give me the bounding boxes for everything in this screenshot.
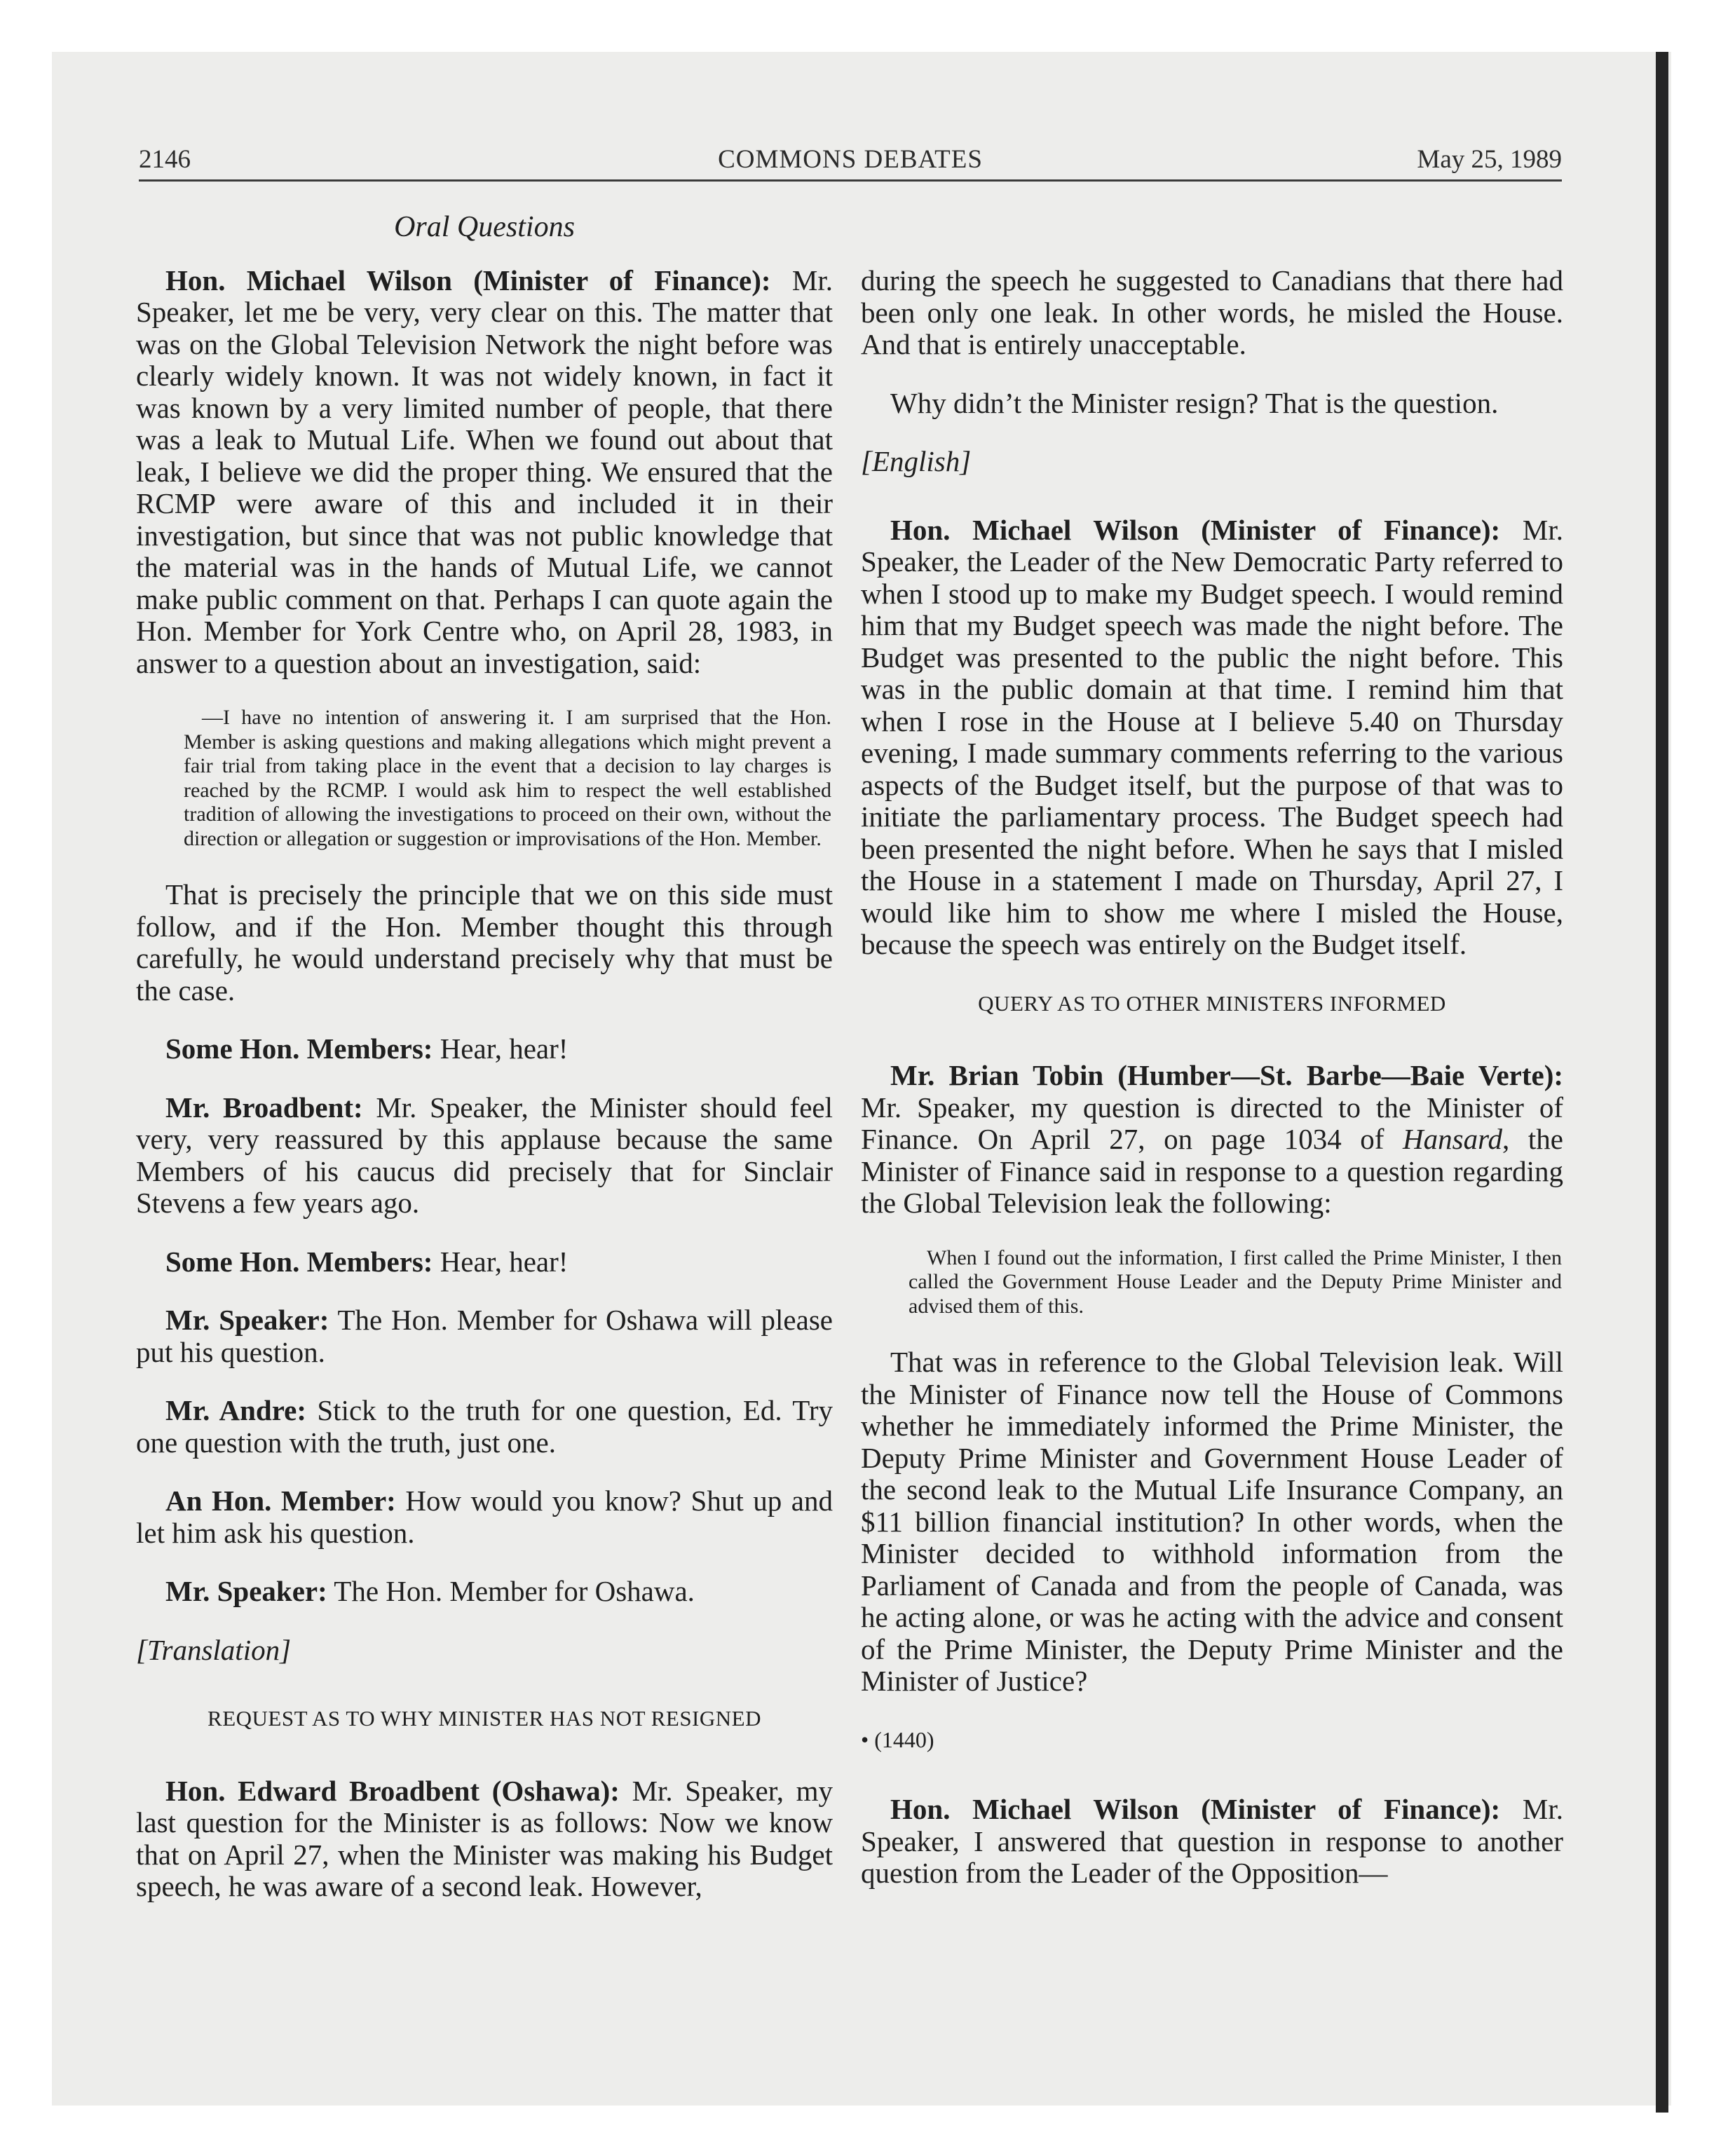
subheading: QUERY AS TO OTHER MINISTERS INFORMED xyxy=(978,990,1446,1016)
speech-text: That was in reference to the Global Television leak. Will the Minister of Finance now tell the House of Commons whether he immediately informed the Prime Minister, the Deputy Prime Minister and Government House Leader of the second leak to the Mutual Life Insurance Company, an $11 billion financial institution? In other words, when the Minister decided to withhold information from the Parliament of Canada and from the people of Canada, was he acting alone, or was he acting with the advice and consent of the Prime Minister, the Deputy Prime Minister and the Minister of Justice? xyxy=(861,1346,1563,1697)
issue-date: May 25, 1989 xyxy=(1417,145,1562,174)
speech-text: Stick to the truth for one question, Ed. Try one question with the truth, just one. xyxy=(136,1394,833,1459)
header-rule xyxy=(139,179,1562,182)
speaker-name: Hon. Edward Broadbent (Oshawa): xyxy=(165,1774,620,1807)
subheading: REQUEST AS TO WHY MINISTER HAS NOT RESIGNED xyxy=(207,1706,761,1731)
speaker-name: Some Hon. Members: xyxy=(165,1032,433,1065)
speaker-name: Mr. Speaker: xyxy=(165,1304,329,1336)
speech-paragraph xyxy=(136,1395,833,1459)
left-column xyxy=(136,210,833,1930)
speech-paragraph xyxy=(136,1304,833,1368)
speech-text: Hear, hear! xyxy=(433,1245,569,1278)
speaker-name: An Hon. Member: xyxy=(165,1485,396,1517)
speaker-name: Hon. Michael Wilson (Minister of Finance): xyxy=(165,264,771,296)
speech-text: Mr. Speaker, my question is directed to the Minister of Finance. On April 27, on page 1034 of xyxy=(861,1091,1563,1155)
speech-paragraph xyxy=(136,1775,833,1903)
speech-text: , the Minister of Finance said in response to a question regarding the Global Television leak the following: xyxy=(861,1123,1563,1219)
speech-text: Mr. Speaker, the Minister should feel very, very reassured by this applause because the same Members of his caucus did precisely that for Sinclair Stevens a few years ago. xyxy=(136,1091,833,1219)
page-header xyxy=(139,139,1562,181)
speech-paragraph xyxy=(861,1060,1563,1220)
speech-text: Mr. Speaker, the Leader of the New Democratic Party referred to when I stood up to make my Budget speech. I would remind him that my Budget speech was made the night before. The Budget was presented to the public the night before. This was in the public domain at that time. I remind him that when I rose in the House at I believe 5.40 on Thursday evening, I made summary comments referring to the various aspects of the Budget itself, but the purpose of that was to initiate the parliamentary process. The Budget speech had been presented the night before. When he says that I misled the House in a statement I made on Thursday, April 27, I would like him to show me where I misled the House, because the speech was entirely on the Budget itself. xyxy=(861,513,1563,960)
speech-text: That is precisely the principle that we on this side must follow, and if the Hon. Member thought this through carefully, he would understand precisely why that must be the case. xyxy=(136,878,833,1007)
speech-text: during the speech he suggested to Canadians that there had been only one leak. In other words, he misled the House. And that is entirely unacceptable. xyxy=(861,264,1563,360)
speaker-name: Hon. Michael Wilson (Minister of Finance): xyxy=(890,1793,1501,1825)
speech-text: The Hon. Member for Oshawa. xyxy=(327,1575,695,1607)
speaker-name: Hon. Michael Wilson (Minister of Finance): xyxy=(890,513,1501,546)
speech-paragraph xyxy=(136,1092,833,1220)
speaker-name: Mr. Andre: xyxy=(165,1394,307,1426)
section-title: Oral Questions xyxy=(394,211,575,243)
speech-paragraph xyxy=(861,388,1563,420)
speech-paragraph xyxy=(861,1346,1563,1698)
language-note: [English] xyxy=(861,445,972,477)
speech-paragraph xyxy=(861,265,1563,361)
speaker-name: Some Hon. Members: xyxy=(165,1245,433,1278)
speech-paragraph xyxy=(136,879,833,1007)
speech-paragraph xyxy=(136,265,833,680)
speech-paragraph xyxy=(136,1033,833,1065)
page-number: 2146 xyxy=(139,145,191,174)
speaker-name: Mr. Speaker: xyxy=(165,1575,327,1607)
publication-reference: Hansard xyxy=(1403,1123,1503,1155)
speech-text: How would you know? Shut up and let him ask his question. xyxy=(136,1485,833,1549)
speech-text: Hear, hear! xyxy=(433,1032,569,1065)
speech-paragraph xyxy=(136,1485,833,1549)
speech-text: Mr. Speaker, my last question for the Minister is as follows: Now we know that on April 27, when the Minister was making his Budget speech, he was aware of a second leak. However, xyxy=(136,1774,833,1902)
block-quote: When I found out the information, I first called the Prime Minister, I then called the Government House Leader and the Deputy Prime Minister and advised them of this. xyxy=(909,1246,1562,1318)
speech-paragraph xyxy=(136,1246,833,1278)
speaker-name: Mr. Broadbent: xyxy=(165,1091,363,1124)
speech-paragraph xyxy=(136,1576,833,1608)
speech-text: The Hon. Member for Oshawa will please put his question. xyxy=(136,1304,833,1368)
block-quote: —I have no intention of answering it. I am surprised that the Hon. Member is asking questions and making allegations which might prevent a fair trial from taking place in the event that a decision to lay charges is reached by the RCMP. I would ask him to respect the well established tradition of allowing the investigations to proceed on their own, without the direction or allegation or suggestion or improvisations of the Hon. Member. xyxy=(184,706,831,850)
right-column xyxy=(861,210,1563,1916)
time-marker: • (1440) xyxy=(861,1726,934,1752)
speech-paragraph xyxy=(861,1794,1563,1890)
speech-text: Mr. Speaker, I answered that question in response to another question from the Leader of the Opposition— xyxy=(861,1793,1563,1889)
speech-text: Mr. Speaker, let me be very, very clear on this. The matter that was on the Global Television Network the night before was clearly widely known. It was not widely known, in fact it was known by a very limited number of people, that there was a leak to Mutual Life. When we found out about that leak, I believe we did the proper thing. We ensured that the RCMP were aware of this and included it in their investigation, but since that was not public knowledge that the material was in the hands of Mutual Life, we cannot make public comment on that. Perhaps I can quote again the Hon. Member for York Centre who, on April 28, 1983, in answer to a question about an investigation, said: xyxy=(136,264,833,679)
speech-text: Why didn’t the Minister resign? That is the question. xyxy=(890,386,1499,419)
speaker-name: Mr. Brian Tobin (Humber—St. Barbe—Baie Verte): xyxy=(890,1059,1563,1091)
scan-edge xyxy=(1656,52,1668,2113)
publication-title: COMMONS DEBATES xyxy=(718,145,983,174)
language-note: [Translation] xyxy=(136,1633,292,1666)
speech-paragraph xyxy=(861,514,1563,961)
